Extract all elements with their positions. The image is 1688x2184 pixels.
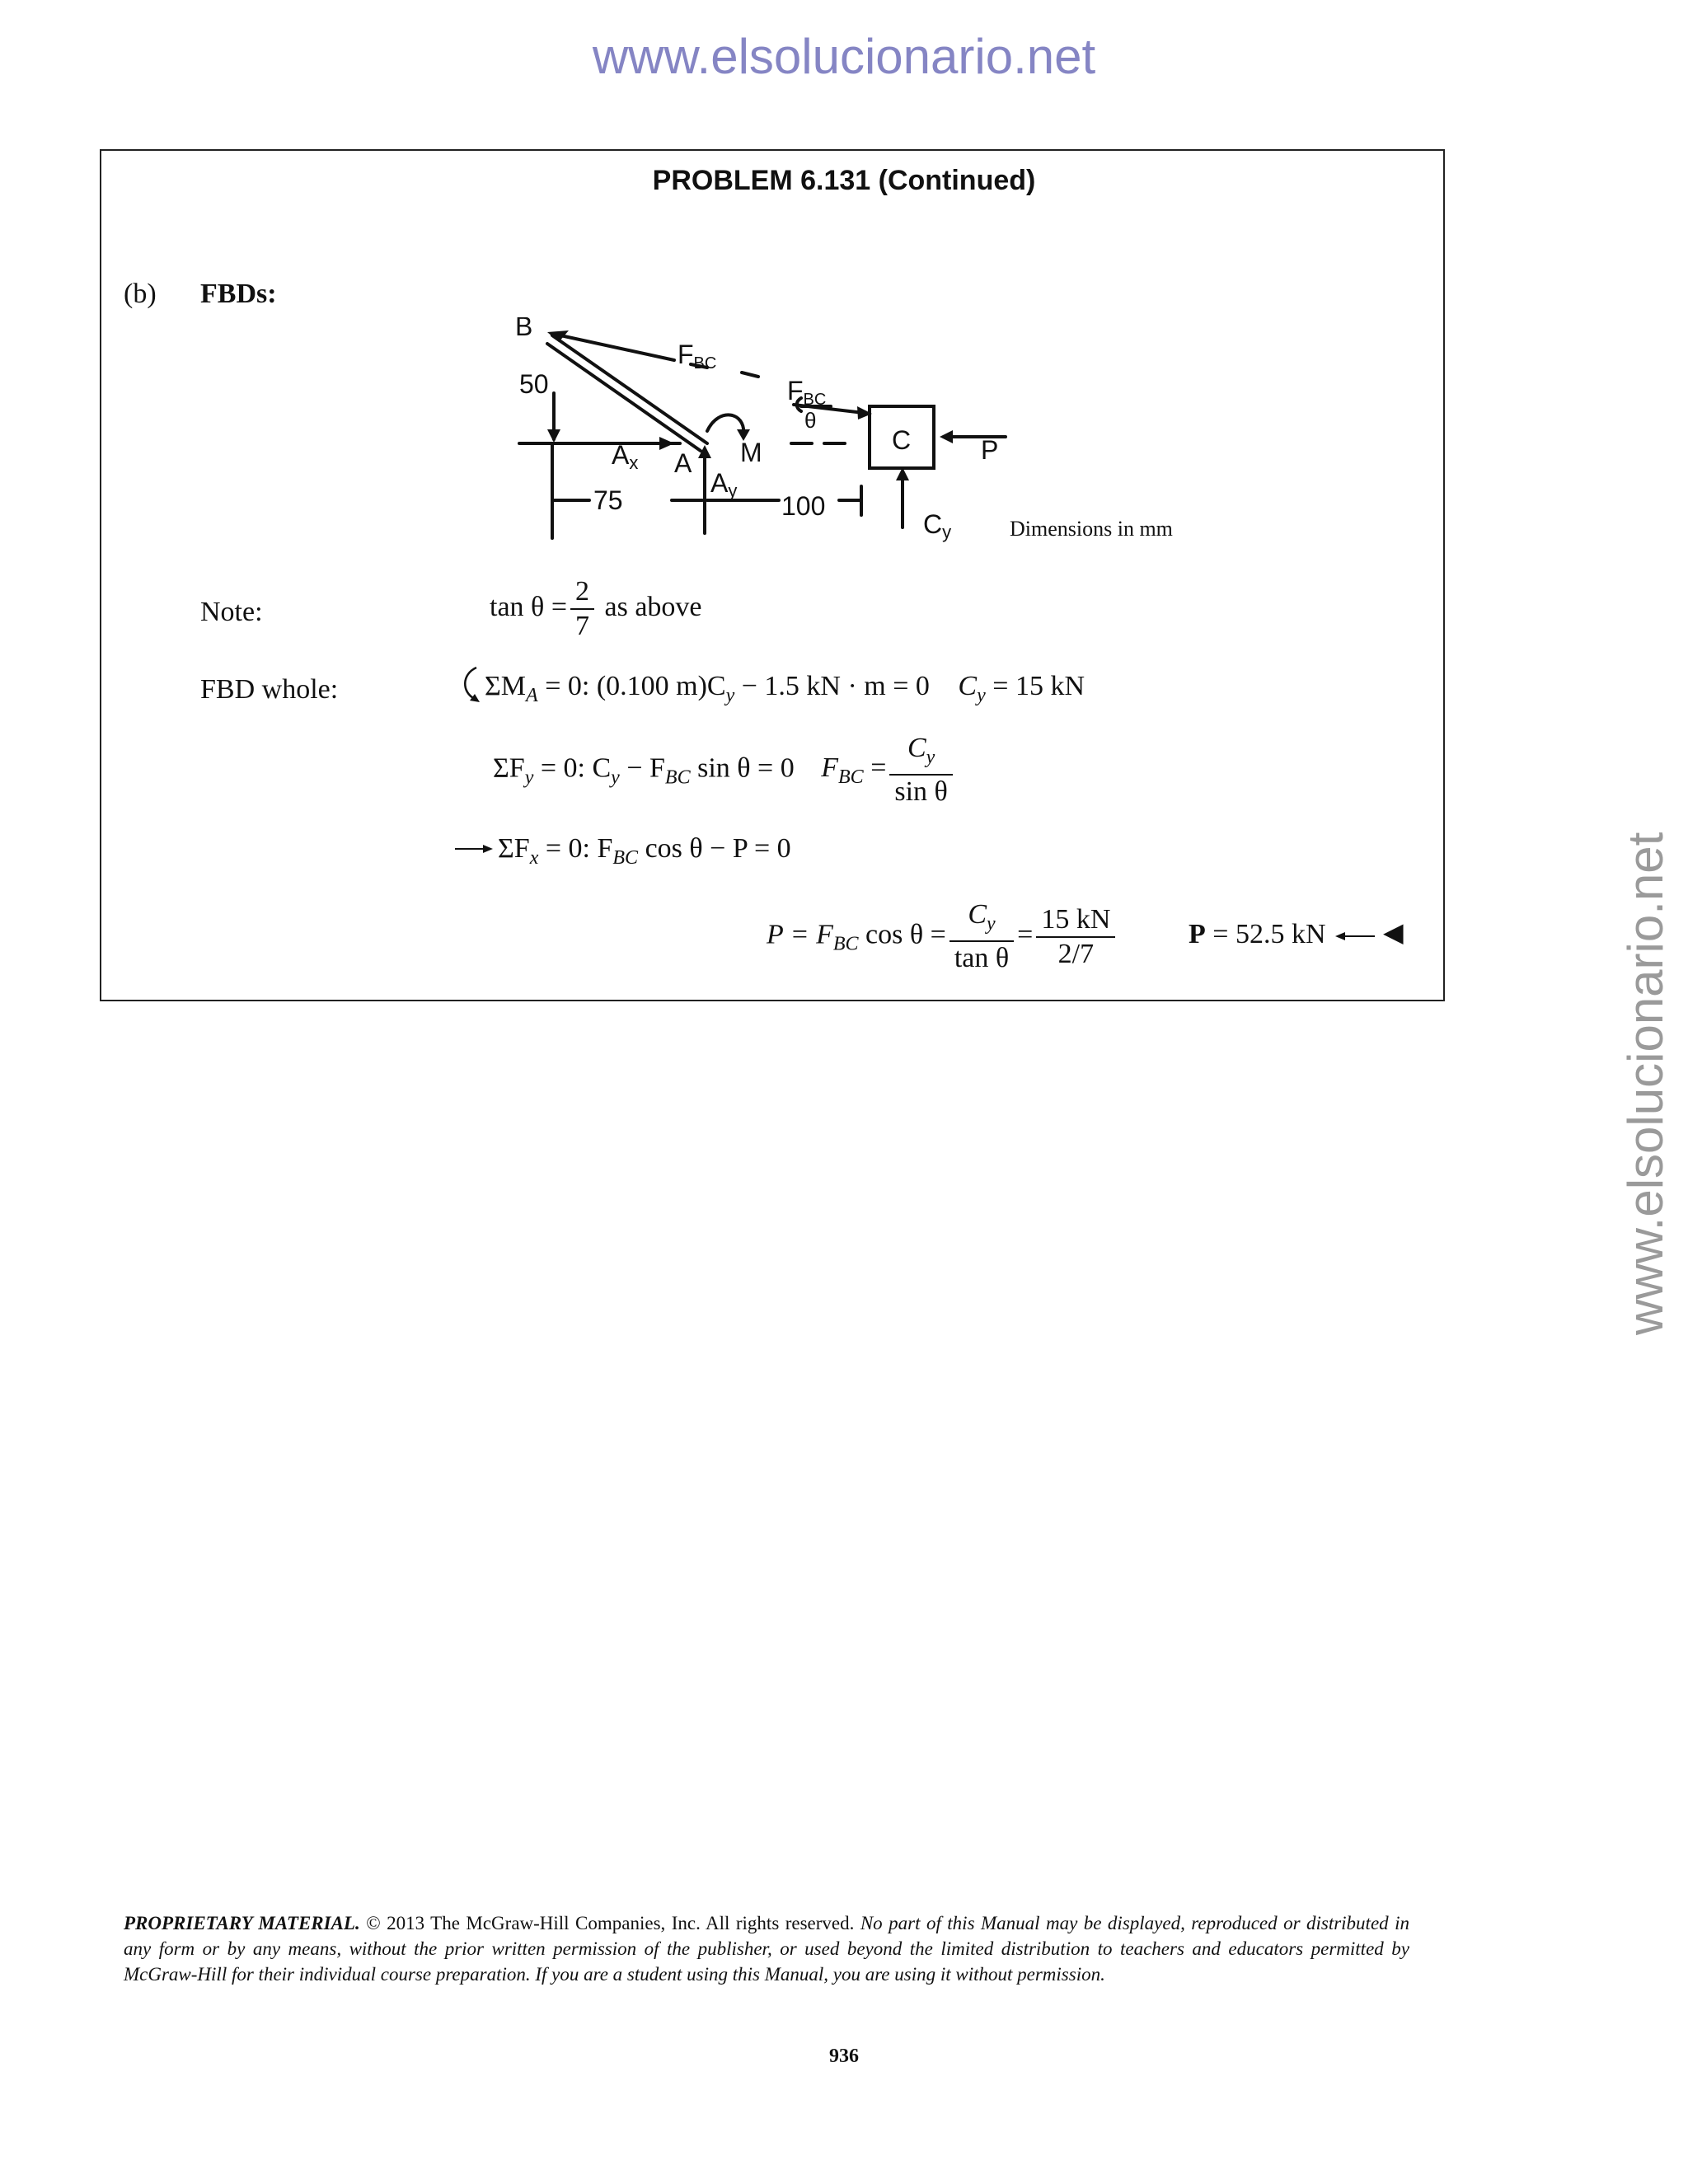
watermark-side: www.elsolucionario.net bbox=[1618, 832, 1673, 1335]
label-ax: Ax bbox=[612, 440, 639, 473]
right-arrow-icon bbox=[453, 842, 495, 855]
problem-title: PROBLEM 6.131 (Continued) bbox=[652, 165, 1036, 196]
p-arrowhead bbox=[940, 430, 953, 443]
note-label: Note: bbox=[200, 597, 263, 627]
equation-sum-fy: $\Sigma F_y = 0$: $C_y - F_{BC}$ sin θ = 0 $F_{BC}$ = $\frac{C_y}{\text{sin θ}}$ bbox=[493, 732, 956, 808]
answer-marker: ◀ bbox=[1383, 917, 1404, 947]
label-m: M bbox=[740, 438, 762, 467]
dimensions-note: Dimensions in mm bbox=[1010, 517, 1173, 541]
label-fbc2: FBC bbox=[787, 376, 827, 409]
page-number: 936 bbox=[829, 2046, 859, 2067]
label-fbc1: FBC bbox=[678, 340, 717, 373]
label-b: B bbox=[515, 317, 533, 341]
part-label: (b) bbox=[124, 279, 157, 309]
answer-p: P = 52.5 kN bbox=[1189, 919, 1326, 949]
dash-2 bbox=[742, 373, 758, 377]
watermark-top: www.elsolucionario.net bbox=[592, 29, 1096, 84]
label-theta: θ bbox=[804, 408, 817, 433]
fbd-whole-label: FBD whole: bbox=[200, 674, 339, 705]
problem-box bbox=[100, 149, 1445, 1001]
label-dim-75: 75 bbox=[593, 485, 623, 515]
equation-sum-fx: $\Sigma F_x = 0$: $F_{BC}$ cos θ − P = 0 bbox=[498, 833, 791, 869]
fbc-line-b bbox=[560, 335, 674, 360]
label-p: P bbox=[981, 435, 999, 465]
label-cy: Cy bbox=[923, 509, 952, 542]
dim-50-arrowhead bbox=[547, 429, 560, 443]
label-ay: Ay bbox=[710, 468, 738, 501]
label-dim-100: 100 bbox=[781, 491, 826, 521]
equation-p: $P = F_{BC}$ cos θ = $\frac{C_y}{\text{tan θ}}$ = $\frac{15 kN}{2/7}$ bbox=[767, 898, 1118, 975]
equation-moment-a: $\Sigma M_A = 0$: (0.100 $m)C_y - 1.5$ kN · m = 0 $C_y = 15$ kN bbox=[485, 671, 1085, 706]
copyright-footer: PROPRIETARY MATERIAL. © 2013 The McGraw-Hill Companies, Inc. All rights reserved. No part of this Manual may be displayed, reproduced or distributed in any form or by any means, without the prior written permission of the publisher, or used beyond the limited distribution to teachers and educators permitted by McGraw-Hill for their individual course preparation. If you are a student using this Manual, you are using it without permission. bbox=[124, 1913, 1409, 1985]
label-a: A bbox=[674, 448, 692, 478]
label-dim-50: 50 bbox=[519, 369, 549, 399]
answer-left-arrow-icon bbox=[1334, 930, 1376, 943]
label-c: C bbox=[892, 425, 912, 455]
fbd-heading: FBDs: bbox=[200, 279, 277, 309]
ax-arrowhead bbox=[659, 437, 674, 450]
ccw-moment-icon bbox=[458, 664, 488, 705]
note-equation: tan θ = $\frac{2}{7}$ as above bbox=[490, 576, 702, 641]
